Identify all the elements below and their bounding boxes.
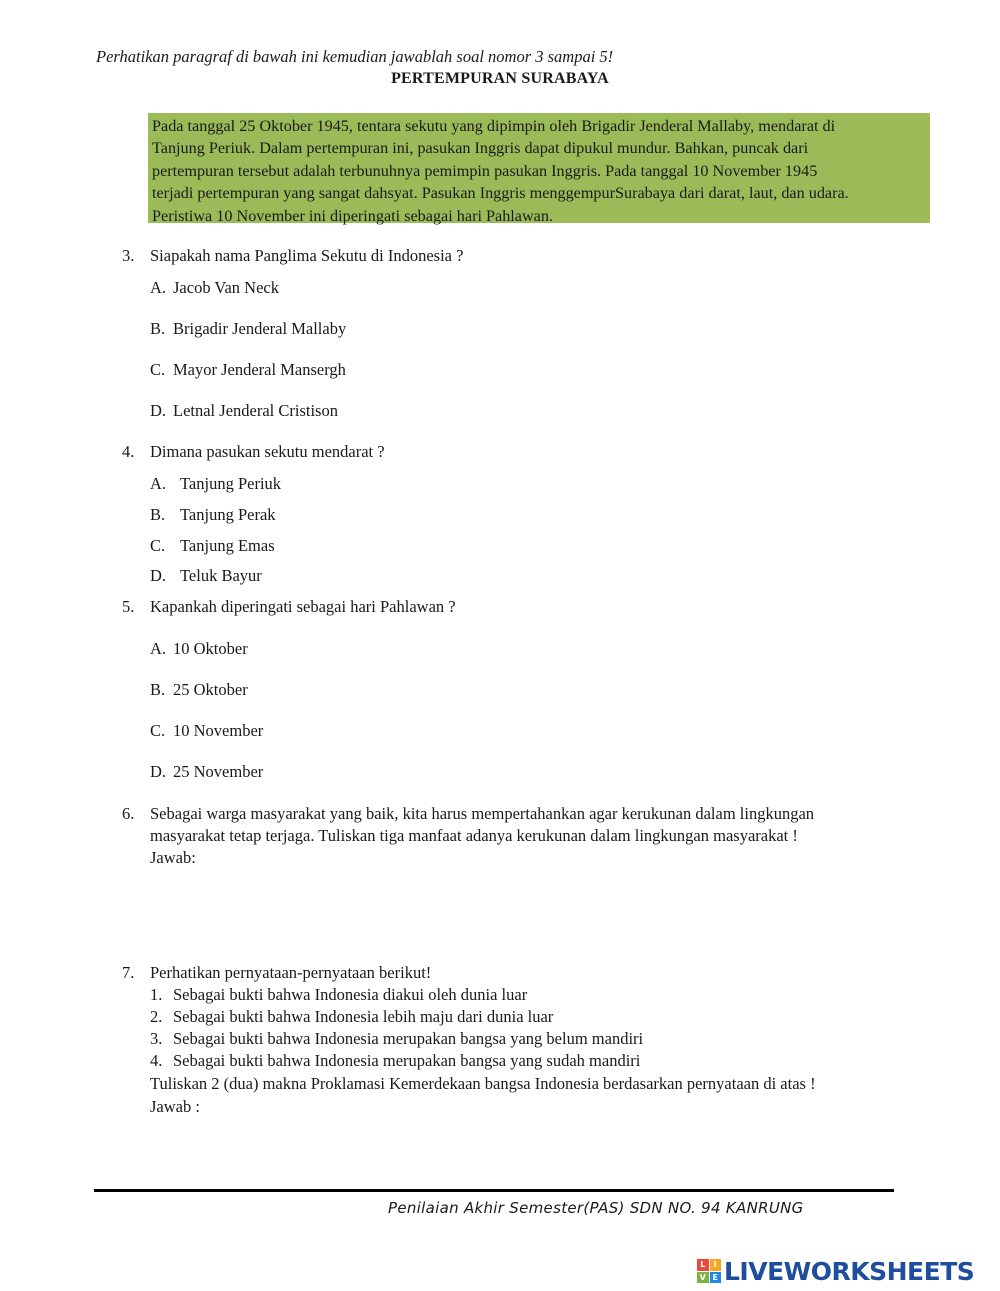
option-text: Mayor Jenderal Mansergh [173,360,346,379]
question-4-option-a[interactable] [150,474,281,494]
question-6-line: masyarakat tetap terjaga. Tuliskan tiga manfaat adanya kerukunan dalam lingkungan masyarakat ! [150,826,798,845]
passage-line: Tanjung Periuk. Dalam pertempuran ini, pasukan Inggris dapat dipukul mundur. Bahkan, puncak dari [152,139,809,158]
question-3-option-a[interactable] [150,278,279,298]
option-text: 25 November [173,762,264,781]
option-text: Jacob Van Neck [173,278,279,297]
question-4-option-d[interactable] [150,566,262,586]
instruction-text: Perhatikan paragraf di bawah ini kemudian jawablah soal nomor 3 sampai 5! [96,47,614,66]
question-6-number: 6. [122,804,135,823]
question-7-prompt: Tuliskan 2 (dua) makna Proklamasi Kemerdekaan bangsa Indonesia berdasarkan pernyataan di atas ! [150,1074,816,1093]
question-6-line: Sebagai warga masyarakat yang baik, kita harus mempertahankan agar kerukunan dalam lingkungan [150,804,815,823]
option-text: Teluk Bayur [180,566,262,585]
reading-passage [148,113,930,223]
statement-label: 4. [150,1051,163,1070]
statement-label: 3. [150,1029,163,1048]
option-label: D. [150,762,167,781]
question-3-option-c[interactable] [150,360,346,380]
logo-tile: E [710,1272,722,1284]
footer-divider [94,1189,894,1192]
option-text: Tanjung Emas [180,536,275,555]
question-7-number: 7. [122,963,135,982]
option-label: B. [150,680,166,699]
question-7-answer-label: Jawab : [150,1097,200,1116]
option-text: Letnal Jenderal Cristison [173,401,338,420]
option-text: Tanjung Periuk [180,474,282,493]
passage-line: terjadi pertempuran yang sangat dahsyat. Pasukan Inggris menggempurSurabaya dari darat, laut, dan udara. [152,184,849,203]
question-4-option-c[interactable] [150,536,275,556]
brand-name: LIVEWORKSHEETS [724,1256,975,1286]
liveworksheets-brand [697,1256,974,1286]
passage-line: pertempuran tersebut adalah terbunuhnya pemimpin pasukan Inggris. Pada tanggal 10 November 1945 [152,161,818,180]
question-4-text: Dimana pasukan sekutu mendarat ? [150,442,385,461]
option-label: A. [150,639,167,658]
option-text: 10 Oktober [173,639,248,658]
question-5-number: 5. [122,597,135,616]
option-label: C. [150,536,166,555]
option-label: B. [150,319,166,338]
question-6-answer-label: Jawab: [150,848,196,867]
option-label: C. [150,721,166,740]
statement-text: Sebagai bukti bahwa Indonesia merupakan bangsa yang belum mandiri [173,1029,644,1048]
statement-text: Sebagai bukti bahwa Indonesia merupakan bangsa yang sudah mandiri [173,1051,641,1070]
passage-title: PERTEMPURAN SURABAYA [391,70,609,87]
question-7-intro: Perhatikan pernyataan-pernyataan berikut! [150,963,432,982]
statement-text: Sebagai bukti bahwa Indonesia diakui oleh dunia luar [173,985,528,1004]
option-label: D. [150,401,167,420]
question-7-statement [150,985,527,1005]
option-text: Tanjung Perak [180,505,276,524]
option-text: 25 Oktober [173,680,248,699]
question-5-option-d[interactable] [150,762,263,782]
question-4-option-b[interactable] [150,505,276,525]
option-label: A. [150,474,167,493]
option-label: D. [150,566,167,585]
question-3-option-b[interactable] [150,319,346,339]
question-3-text: Siapakah nama Panglima Sekutu di Indonesia ? [150,246,464,265]
option-label: A. [150,278,167,297]
logo-tile: I [710,1259,722,1271]
question-3-option-d[interactable] [150,401,338,421]
statement-text: Sebagai bukti bahwa Indonesia lebih maju dari dunia luar [173,1007,554,1026]
footer-text: Penilaian Akhir Semester(PAS) SDN NO. 94 KANRUNG [388,1199,804,1217]
passage-line: Peristiwa 10 November ini diperingati sebagai hari Pahlawan. [152,206,553,225]
question-5-option-c[interactable] [150,721,263,741]
logo-tile: V [697,1272,709,1284]
statement-label: 1. [150,985,163,1004]
logo-tile: L [697,1259,709,1271]
option-label: B. [150,505,166,524]
question-7-statement [150,1007,553,1027]
option-text: Brigadir Jenderal Mallaby [173,319,347,338]
question-7-statement [150,1051,640,1071]
question-7-statement [150,1029,643,1049]
liveworksheets-logo-icon [697,1259,721,1283]
option-label: C. [150,360,166,379]
statement-label: 2. [150,1007,163,1026]
question-5-option-b[interactable] [150,680,248,700]
question-5-option-a[interactable] [150,639,248,659]
passage-line: Pada tanggal 25 Oktober 1945, tentara sekutu yang dipimpin oleh Brigadir Jenderal Mallaby, mendarat di [152,117,836,135]
question-5-text: Kapankah diperingati sebagai hari Pahlawan ? [150,597,456,616]
question-4-number: 4. [122,442,135,461]
option-text: 10 November [173,721,264,740]
question-3-number: 3. [122,246,135,265]
